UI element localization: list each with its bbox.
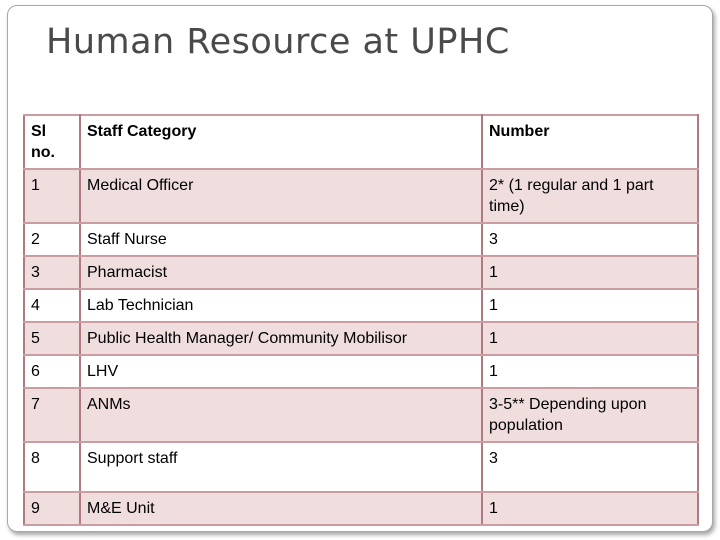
cell-staff-category: Lab Technician <box>80 289 482 322</box>
cell-number: 1 <box>482 492 698 525</box>
cell-staff-category: ANMs <box>80 388 482 442</box>
cell-sl-no: 1 <box>24 169 80 223</box>
table-row <box>24 169 698 223</box>
header-staff-category: Staff Category <box>80 115 482 169</box>
cell-staff-category: Pharmacist <box>80 256 482 289</box>
cell-sl-no: 8 <box>24 442 80 492</box>
header-sl-no: Sl no. <box>24 115 80 169</box>
table-row <box>24 223 698 256</box>
cell-sl-no: 9 <box>24 492 80 525</box>
cell-staff-category: Public Health Manager/ Community Mobilisor <box>80 322 482 355</box>
cell-sl-no: 6 <box>24 355 80 388</box>
cell-number: 1 <box>482 289 698 322</box>
table-row <box>24 492 698 525</box>
cell-sl-no: 2 <box>24 223 80 256</box>
table-row <box>24 388 698 442</box>
cell-number: 1 <box>482 322 698 355</box>
table-row <box>24 256 698 289</box>
cell-number: 1 <box>482 256 698 289</box>
table-row <box>24 289 698 322</box>
slide-title: Human Resource at UPHC <box>46 22 510 62</box>
table-row <box>24 322 698 355</box>
cell-number: 3 <box>482 223 698 256</box>
cell-sl-no: 4 <box>24 289 80 322</box>
table-header-row <box>24 115 698 169</box>
cell-sl-no: 3 <box>24 256 80 289</box>
cell-number: 1 <box>482 355 698 388</box>
header-number: Number <box>482 115 698 169</box>
staff-table <box>23 114 699 526</box>
table-row <box>24 442 698 492</box>
table-row <box>24 355 698 388</box>
cell-sl-no: 5 <box>24 322 80 355</box>
cell-staff-category: Medical Officer <box>80 169 482 223</box>
cell-number: 3-5** Depending upon population <box>482 388 698 442</box>
cell-number: 3 <box>482 442 698 492</box>
cell-staff-category: Support staff <box>80 442 482 492</box>
cell-staff-category: M&E Unit <box>80 492 482 525</box>
cell-number: 2* (1 regular and 1 part time) <box>482 169 698 223</box>
cell-staff-category: Staff Nurse <box>80 223 482 256</box>
cell-staff-category: LHV <box>80 355 482 388</box>
cell-sl-no: 7 <box>24 388 80 442</box>
